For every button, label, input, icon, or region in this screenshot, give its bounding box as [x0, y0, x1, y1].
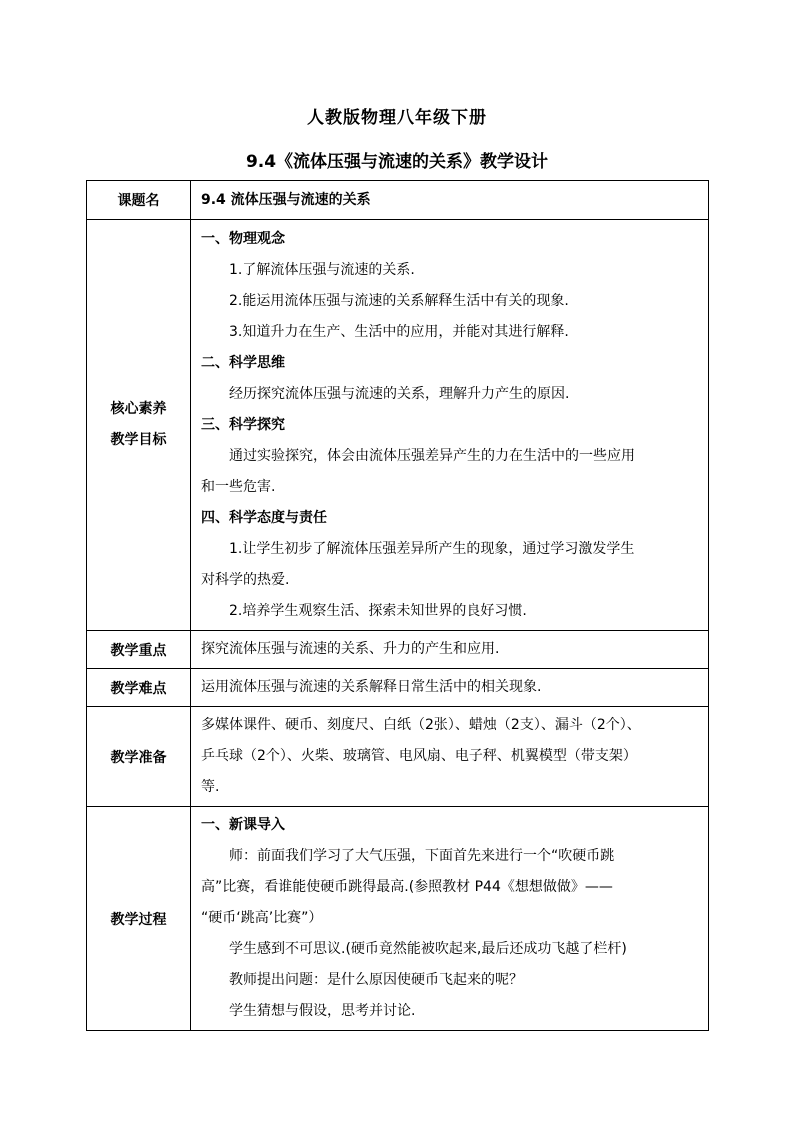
- value-difficult-points: [191, 669, 709, 707]
- value-preparation: [191, 707, 709, 807]
- goals-heading-3: 三、科学探究: [201, 416, 285, 433]
- process-paragraph-continued: “硬币‘跳高’比赛”）: [201, 910, 323, 926]
- label-goals: [87, 220, 191, 631]
- table-row-preparation: [87, 707, 709, 807]
- topic-text: 9.4 流体压强与流速的关系: [201, 191, 371, 208]
- key-points-text: 探究流体压强与流速的关系、升力的产生和应用.: [201, 641, 500, 657]
- goal-item: 2.能运用流体压强与流速的关系解释生活中有关的现象.: [229, 292, 569, 309]
- process-paragraph: 教师提出问题：是什么原因使硬币飞起来的呢？: [229, 972, 523, 988]
- goal-item-continued: 对科学的热爱.: [201, 571, 290, 588]
- table-row-goals: [87, 220, 709, 631]
- table-row-difficult-points: [87, 669, 709, 707]
- label-difficult-points: 教学难点: [87, 669, 191, 707]
- preparation-line: 多媒体课件、硬币、刻度尺、白纸（2张）、蜡烛（2支）、漏斗（2个）、: [201, 717, 641, 733]
- process-paragraph: 学生感到不可思议.(硬币竟然能被吹起来,最后还成功飞越了栏杆): [229, 941, 627, 957]
- lesson-plan-table: [86, 180, 709, 1031]
- process-paragraph: 师：前面我们学习了大气压强，下面首先来进行一个“吹硬币跳: [229, 848, 615, 864]
- process-heading-1: 一、新课导入: [201, 817, 285, 833]
- preparation-line: 等.: [201, 779, 220, 795]
- value-key-points: [191, 631, 709, 669]
- goal-item: 3.知道升力在生产、生活中的应用，并能对其进行解释.: [229, 323, 569, 340]
- label-goals-line2: 教学目标: [110, 432, 167, 448]
- goals-heading-1: 一、物理观念: [201, 230, 285, 247]
- table-row-key-points: [87, 631, 709, 669]
- goals-heading-2: 二、科学思维: [201, 354, 285, 371]
- label-key-points: 教学重点: [87, 631, 191, 669]
- goal-item: 经历探究流体压强与流速的关系，理解升力产生的原因.: [229, 385, 570, 402]
- goal-item: 1.让学生初步了解流体压强差异所产生的现象，通过学习激发学生: [229, 540, 635, 557]
- label-topic: 课题名: [87, 181, 191, 220]
- document-subtitle: 9.4《流体压强与流速的关系》教学设计: [245, 152, 549, 172]
- value-topic: [191, 181, 709, 220]
- document-title: 人教版物理八年级下册: [307, 108, 487, 128]
- value-process: [191, 807, 709, 1031]
- process-paragraph: 学生猜想与假设，思考并讨论.: [229, 1003, 416, 1019]
- process-paragraph-continued: 高”比赛，看谁能使硬币跳得最高.(参照教材 P44《想想做做》——: [201, 879, 613, 895]
- goal-item: 2.培养学生观察生活、探索未知世界的良好习惯.: [229, 602, 527, 619]
- goal-item: 通过实验探究，体会由流体压强差异产生的力在生活中的一些应用: [229, 447, 635, 464]
- label-preparation: 教学准备: [87, 707, 191, 807]
- label-goals-line1: 核心素养: [110, 401, 167, 417]
- difficult-points-text: 运用流体压强与流速的关系解释日常生活中的相关现象.: [201, 679, 542, 695]
- table-row-process: [87, 807, 709, 1031]
- goal-item-continued: 和一些危害.: [201, 478, 276, 495]
- label-process: 教学过程: [87, 807, 191, 1031]
- preparation-line: 乒乓球（2个）、火柴、玻璃管、电风扇、电子秤、机翼模型（带支架）: [201, 748, 637, 764]
- table-row-topic: [87, 181, 709, 220]
- goal-item: 1.了解流体压强与流速的关系.: [229, 261, 415, 278]
- value-goals: [191, 220, 709, 631]
- goals-heading-4: 四、科学态度与责任: [201, 509, 327, 526]
